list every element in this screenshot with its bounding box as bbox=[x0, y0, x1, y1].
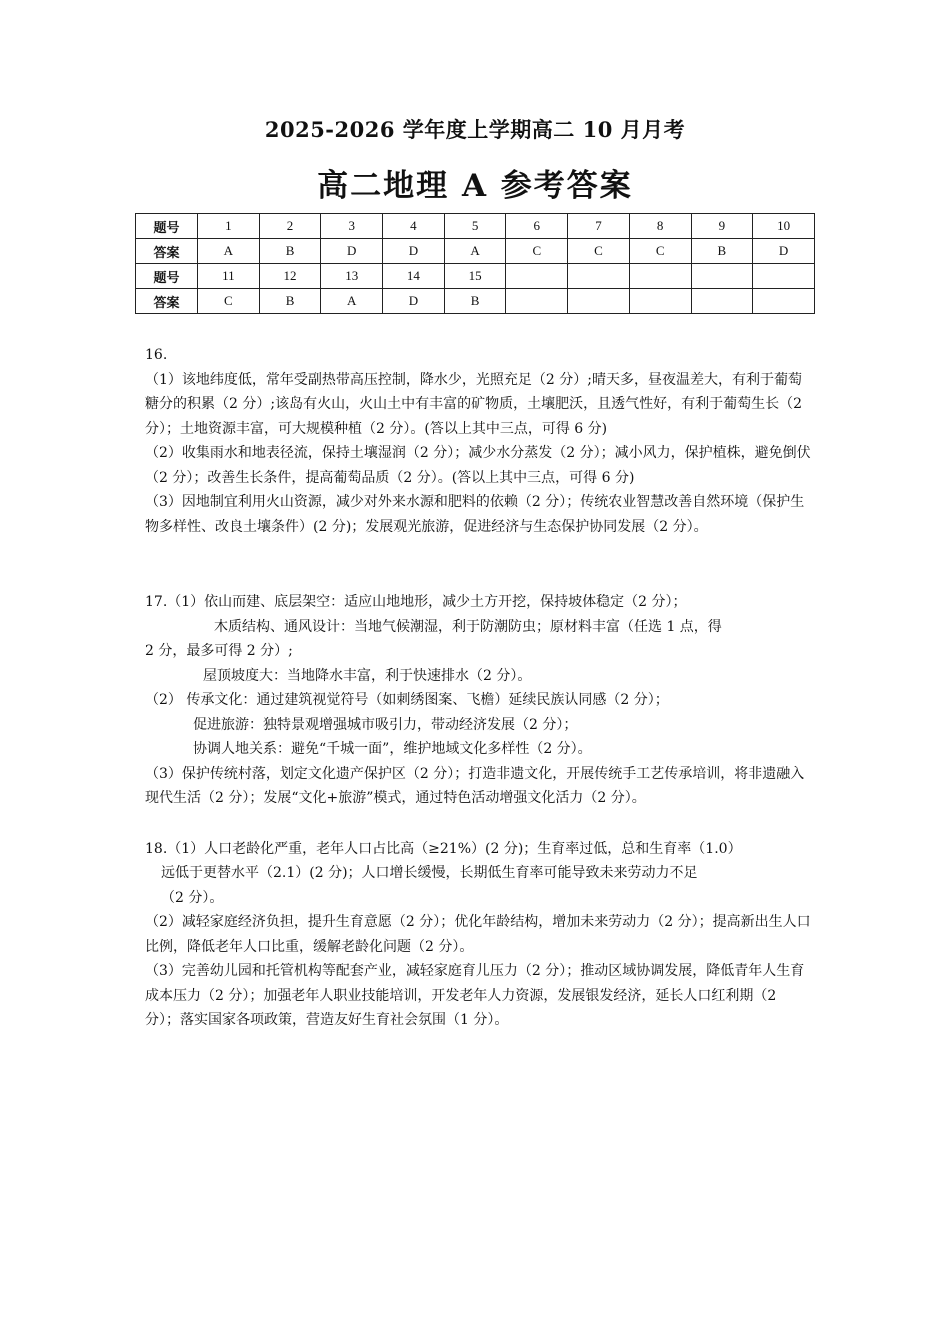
question-number-cell: 14 bbox=[383, 264, 445, 289]
answer-cell: C bbox=[198, 289, 260, 314]
question-number-cell: 11 bbox=[198, 264, 260, 289]
question-number-label: 题号 bbox=[136, 264, 198, 289]
question-number-cell: 13 bbox=[321, 264, 383, 289]
answer-line: （2） 传承文化：通过建筑视觉符号（如刺绣图案、飞檐）延续民族认同感（2 分）； bbox=[145, 692, 669, 708]
answer-cell bbox=[629, 289, 691, 314]
answer-cell: D bbox=[321, 239, 383, 264]
answer-line: 木质结构、通风设计：当地气候潮湿，利于防潮防虫；原材料丰富（任选 1 点，得 bbox=[214, 618, 722, 635]
answer-cell: B bbox=[259, 289, 321, 314]
answer-cell: A bbox=[198, 239, 260, 264]
question-number-cell: 5 bbox=[444, 214, 506, 239]
question-number-cell bbox=[691, 264, 753, 289]
answer-cell: B bbox=[444, 289, 506, 314]
answer-line: 屋顶坡度大：当地降水丰富，利于快速排水（2 分）。 bbox=[203, 667, 532, 684]
question-number-cell bbox=[506, 264, 568, 289]
question-number-cell: 8 bbox=[629, 214, 691, 239]
exam-title: 2025-2026 学年度上学期高二 10 月月考 bbox=[264, 117, 686, 142]
question-number-cell: 12 bbox=[259, 264, 321, 289]
question-number-cell: 1 bbox=[198, 214, 260, 239]
sub-answer-3: （3）因地制宜利用火山资源，减少对外来水源和肥料的依赖（2 分）；传统农业智慧改善自然环境（保护生物多样性、改良土壤条件）(2 分)；发展观光旅游，促进经济与生态保护协同发展（2 分）。 bbox=[145, 494, 805, 535]
question-number-row bbox=[136, 214, 815, 239]
answer-cell: B bbox=[259, 239, 321, 264]
question-number: 16. bbox=[145, 347, 168, 363]
answer-cell bbox=[691, 289, 753, 314]
answer-line: 2 分，最多可得 2 分）; bbox=[145, 643, 293, 659]
answer-cell: D bbox=[383, 289, 445, 314]
sub-answer-3: （3）保护传统村落，划定文化遗产保护区（2 分）；打造非遗文化，开展传统手工艺传承培训，将非遗融入现代生活（2 分）；发展“文化+旅游”模式，通过特色活动增强文化活力（2 分）。 bbox=[145, 765, 805, 806]
answer-cell: C bbox=[506, 239, 568, 264]
answer-cell: C bbox=[568, 239, 630, 264]
answer-cell bbox=[506, 289, 568, 314]
answer-cell: D bbox=[383, 239, 445, 264]
question-number-cell: 6 bbox=[506, 214, 568, 239]
question-number-cell bbox=[629, 264, 691, 289]
question-number-cell bbox=[753, 264, 815, 289]
question-number-cell: 2 bbox=[259, 214, 321, 239]
question-number-label: 题号 bbox=[136, 214, 198, 239]
answer-key-title: 高二地理 A 参考答案 bbox=[317, 168, 633, 204]
answer-row bbox=[136, 289, 815, 314]
answer-cell bbox=[753, 289, 815, 314]
question-16-answer bbox=[145, 343, 811, 539]
question-number-cell: 3 bbox=[321, 214, 383, 239]
answer-label: 答案 bbox=[136, 239, 198, 264]
answer-line: 17.（1）依山而建、底层架空：适应山地地形，减少土方开挖，保持坡体稳定（2 分）； bbox=[145, 594, 687, 610]
answer-cell: B bbox=[691, 239, 753, 264]
question-number-cell: 10 bbox=[753, 214, 815, 239]
answer-cell: A bbox=[444, 239, 506, 264]
answer-line: 远低于更替水平（2.1）(2 分)；人口增长缓慢，长期低生育率可能导致未来劳动力不足 bbox=[161, 865, 698, 881]
question-number-cell bbox=[568, 264, 630, 289]
answer-line: 协调人地关系：避免“千城一面”，维护地域文化多样性（2 分）。 bbox=[193, 741, 592, 757]
answer-cell: D bbox=[753, 239, 815, 264]
answer-label: 答案 bbox=[136, 289, 198, 314]
question-number-cell: 9 bbox=[691, 214, 753, 239]
question-18-answer bbox=[145, 837, 811, 1033]
answer-cell: C bbox=[629, 239, 691, 264]
question-number-cell: 15 bbox=[444, 264, 506, 289]
question-17-answer bbox=[145, 590, 811, 811]
answer-content bbox=[145, 343, 811, 1033]
answer-line: 18.（1）人口老龄化严重，老年人口占比高（≥21%）(2 分)；生育率过低，总和生育率（1.0） bbox=[145, 840, 742, 857]
question-number-row bbox=[136, 264, 815, 289]
question-number-cell: 4 bbox=[383, 214, 445, 239]
question-number-cell: 7 bbox=[568, 214, 630, 239]
answer-line: 促进旅游：独特景观增强城市吸引力，带动经济发展（2 分）； bbox=[193, 716, 578, 733]
sub-answer-2: （2）收集雨水和地表径流，保持土壤湿润（2 分）；减少水分蒸发（2 分）；减小风力，保护植株，避免倒伏（2 分）；改善生长条件，提高葡萄品质（2 分）。(答以上其中三点，可得 6 分) bbox=[145, 445, 811, 486]
answer-cell: A bbox=[321, 289, 383, 314]
sub-answer-3: （3）完善幼儿园和托管机构等配套产业，减轻家庭育儿压力（2 分）；推动区域协调发展，降低青年人生育成本压力（2 分）；加强老年人职业技能培训，开发老年人力资源，发展银发经济，延长人口红利期（2 分）；落实国家各项政策，营造友好生育社会氛围（1 分）。 bbox=[145, 963, 805, 1028]
sub-answer-1: （1）该地纬度低，常年受副热带高压控制，降水少，光照充足（2 分）;晴天多，昼夜温差大，有利于葡萄糖分的积累（2 分）;该岛有火山，火山土中有丰富的矿物质，土壤肥沃，且透气性好，有利于葡萄生长（2 分）；土地资源丰富，可大规模种植（2 分）。(答以上其中三点，可得 6 分) bbox=[145, 371, 802, 437]
sub-answer-2: （2）减轻家庭经济负担，提升生育意愿（2 分）；优化年龄结构，增加未来劳动力（2 分）；提高新出生人口比例，降低老年人口比重，缓解老龄化问题（2 分）。 bbox=[145, 914, 811, 955]
answer-cell bbox=[568, 289, 630, 314]
answer-line: （2 分）。 bbox=[161, 889, 224, 906]
answer-table bbox=[135, 213, 815, 314]
answer-row bbox=[136, 239, 815, 264]
